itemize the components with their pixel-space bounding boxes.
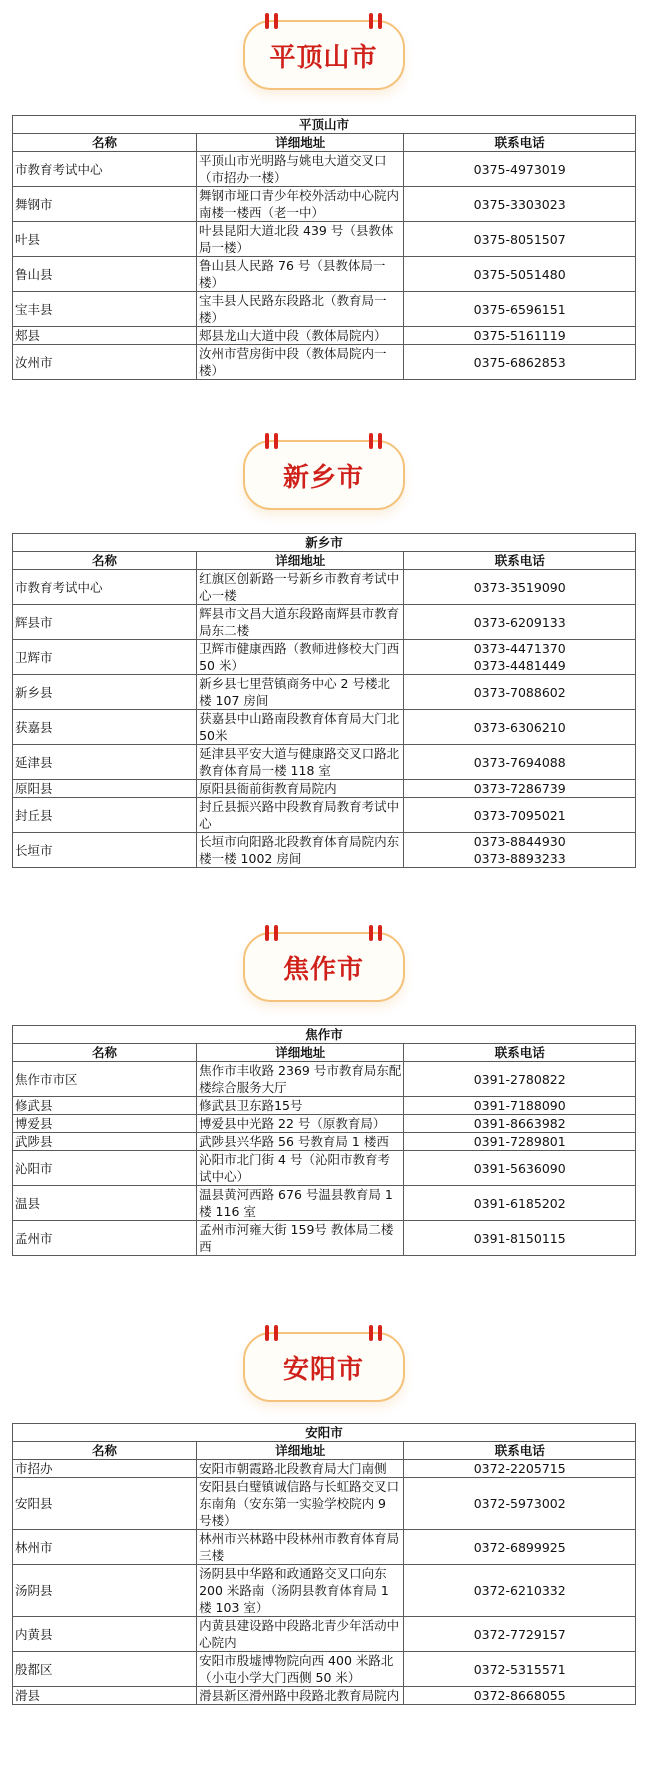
office-address: 孟州市河雍大街 159号 教体局二楼西: [197, 1221, 404, 1256]
office-name: 宝丰县: [13, 292, 197, 327]
phone-number: 0372-6210332: [473, 1583, 566, 1598]
city-banner: [243, 932, 405, 1002]
table-header-row: [13, 1044, 636, 1062]
table-row: [13, 1565, 636, 1617]
binder-ring-icon: [265, 1325, 279, 1341]
phone-number: 0372-8668055: [473, 1688, 566, 1703]
table-row: [13, 1652, 636, 1687]
contact-table: [12, 115, 636, 380]
office-address: 温县黄河西路 676 号温县教育局 1 楼 116 室: [197, 1186, 404, 1221]
office-address: 红旗区创新路一号新乡市教育考试中心一楼: [197, 570, 404, 605]
office-name: 舞钢市: [13, 187, 197, 222]
office-phone: [404, 292, 636, 327]
table-caption: 安阳市: [13, 1424, 636, 1442]
office-address: 卫辉市健康西路（教师进修校大门西 50 米）: [197, 640, 404, 675]
table-row: [13, 1478, 636, 1530]
office-name: 市教育考试中心: [13, 152, 197, 187]
office-name: 焦作市市区: [13, 1062, 197, 1097]
phone-number: 0373-6209133: [473, 614, 566, 630]
office-address: 郏县龙山大道中段（教体局院内）: [197, 327, 404, 345]
office-name: 获嘉县: [13, 710, 197, 745]
office-address: 安阳市殷墟博物院向西 400 米路北（小屯小学大门西侧 50 米）: [197, 1652, 404, 1687]
office-phone: [404, 570, 636, 605]
office-phone: [404, 257, 636, 292]
table-caption-row: [13, 1026, 636, 1044]
office-name: 汤阴县: [13, 1565, 197, 1617]
office-address: 辉县市文昌大道东段路南辉县市教育局东二楼: [197, 605, 404, 640]
city-banner: [243, 440, 405, 510]
table-row: [13, 152, 636, 187]
office-address: 叶县昆阳大道北段 439 号（县教体局一楼）: [197, 222, 404, 257]
office-name: 林州市: [13, 1530, 197, 1565]
phone-number: 0375-5161119: [473, 328, 566, 343]
contact-table: [12, 533, 636, 868]
office-name: 叶县: [13, 222, 197, 257]
city-title: 焦作市: [282, 954, 364, 985]
phone-number: 0372-6899925: [473, 1539, 566, 1555]
office-address: 博爱县中光路 22 号（原教育局）: [197, 1115, 404, 1133]
office-phone: [404, 640, 636, 675]
office-phone: [404, 1097, 636, 1115]
table-header-row: [13, 1442, 636, 1460]
office-phone: [404, 1460, 636, 1478]
office-phone: [404, 152, 636, 187]
office-address: 延津县平安大道与健康路交叉口路北教育体育局一楼 118 室: [197, 745, 404, 780]
binder-ring-icon: [369, 925, 383, 941]
office-name: 卫辉市: [13, 640, 197, 675]
office-phone: [404, 1115, 636, 1133]
office-phone: [404, 710, 636, 745]
office-name: 封丘县: [13, 798, 197, 833]
office-name: 市招办: [13, 1460, 197, 1478]
phone-number: 0373-6306210: [473, 719, 566, 735]
office-address: 宝丰县人民路东段路北（教育局一楼）: [197, 292, 404, 327]
phone-number: 0375-6862853: [473, 354, 566, 370]
phone-number: 0375-5051480: [473, 266, 566, 282]
office-address: 滑县新区滑州路中段路北教育局院内: [197, 1687, 404, 1705]
column-header-address: 详细地址: [197, 552, 404, 570]
table-caption: 焦作市: [13, 1026, 636, 1044]
phone-number: 0373-4471370: [473, 641, 566, 656]
table-header-row: [13, 134, 636, 152]
office-phone: [404, 833, 636, 868]
table-row: [13, 605, 636, 640]
office-address: 沁阳市北门街 4 号（沁阳市教育考试中心）: [197, 1151, 404, 1186]
office-name: 沁阳市: [13, 1151, 197, 1186]
table-header-row: [13, 552, 636, 570]
office-address: 鲁山县人民路 76 号（县教体局一楼）: [197, 257, 404, 292]
table-row: [13, 1115, 636, 1133]
office-phone: [404, 675, 636, 710]
office-address: 安阳县白璧镇诚信路与长虹路交叉口东南角（安东第一实验学校院内 9 号楼）: [197, 1478, 404, 1530]
table-row: [13, 1186, 636, 1221]
office-address: 汝州市营房街中段（教体局院内一楼）: [197, 345, 404, 380]
column-header-address: 详细地址: [197, 1442, 404, 1460]
phone-number: 0391-8663982: [473, 1116, 566, 1131]
office-address: 长垣市向阳路北段教育体育局院内东楼一楼 1002 房间: [197, 833, 404, 868]
office-name: 修武县: [13, 1097, 197, 1115]
table-row: [13, 798, 636, 833]
phone-number: 0375-6596151: [473, 301, 566, 317]
phone-number: 0375-3303023: [473, 196, 566, 212]
office-address: 林州市兴林路中段林州市教育体育局三楼: [197, 1530, 404, 1565]
table-row: [13, 710, 636, 745]
office-address: 内黄县建设路中段路北青少年活动中心院内: [197, 1617, 404, 1652]
binder-ring-icon: [369, 1325, 383, 1341]
office-name: 延津县: [13, 745, 197, 780]
phone-number: 0373-8844930: [473, 834, 566, 849]
office-name: 汝州市: [13, 345, 197, 380]
office-name: 滑县: [13, 1687, 197, 1705]
office-name: 郏县: [13, 327, 197, 345]
office-name: 辉县市: [13, 605, 197, 640]
office-phone: [404, 605, 636, 640]
table-row: [13, 187, 636, 222]
office-name: 武陟县: [13, 1133, 197, 1151]
table-row: [13, 780, 636, 798]
city-banner: [243, 20, 405, 90]
column-header-phone: 联系电话: [404, 552, 636, 570]
table-caption-row: [13, 534, 636, 552]
phone-number: 0391-8150115: [473, 1230, 566, 1246]
phone-number: 0373-7088602: [473, 684, 566, 700]
office-name: 原阳县: [13, 780, 197, 798]
phone-number: 0391-6185202: [473, 1195, 566, 1211]
binder-ring-icon: [369, 433, 383, 449]
column-header-address: 详细地址: [197, 134, 404, 152]
table-row: [13, 1221, 636, 1256]
office-phone: [404, 1062, 636, 1097]
office-address: 汤阴县中华路和政通路交叉口向东 200 米路南（汤阴县教育体育局 1 楼 103 室）: [197, 1565, 404, 1617]
table-row: [13, 222, 636, 257]
table-row: [13, 1687, 636, 1705]
table-row: [13, 257, 636, 292]
phone-number: 0373-3519090: [473, 579, 566, 595]
office-address: 焦作市丰收路 2369 号市教育局东配楼综合服务大厅: [197, 1062, 404, 1097]
office-phone: [404, 187, 636, 222]
office-phone: [404, 1687, 636, 1705]
table-row: [13, 640, 636, 675]
office-phone: [404, 345, 636, 380]
office-address: 新乡县七里营镇商务中心 2 号楼北楼 107 房间: [197, 675, 404, 710]
table-row: [13, 1617, 636, 1652]
phone-number: 0372-7729157: [473, 1626, 566, 1642]
office-phone: [404, 1151, 636, 1186]
office-address: 舞钢市垭口青少年校外活动中心院内南楼一楼西（老一中）: [197, 187, 404, 222]
city-title: 新乡市: [282, 462, 364, 493]
column-header-address: 详细地址: [197, 1044, 404, 1062]
binder-ring-icon: [265, 925, 279, 941]
phone-number: 0373-8893233: [473, 851, 566, 866]
office-phone: [404, 745, 636, 780]
phone-number: 0391-2780822: [473, 1071, 566, 1087]
table-row: [13, 1460, 636, 1478]
table-row: [13, 1151, 636, 1186]
office-name: 新乡县: [13, 675, 197, 710]
phone-number: 0375-8051507: [473, 231, 566, 247]
phone-number: 0373-7694088: [473, 754, 566, 770]
column-header-name: 名称: [13, 134, 197, 152]
binder-ring-icon: [265, 13, 279, 29]
phone-number: 0391-5636090: [473, 1160, 566, 1176]
table-row: [13, 1530, 636, 1565]
contact-table: [12, 1423, 636, 1705]
contact-table: [12, 1025, 636, 1256]
city-title: 安阳市: [282, 1354, 364, 1385]
office-name: 内黄县: [13, 1617, 197, 1652]
office-address: 安阳市朝霞路北段教育局大门南侧: [197, 1460, 404, 1478]
table-row: [13, 1097, 636, 1115]
office-address: 获嘉县中山路南段教育体育局大门北50米: [197, 710, 404, 745]
phone-number: 0373-7095021: [473, 807, 566, 823]
table-caption-row: [13, 1424, 636, 1442]
office-phone: [404, 780, 636, 798]
phone-number: 0372-5973002: [473, 1496, 566, 1511]
office-phone: [404, 327, 636, 345]
table-row: [13, 1133, 636, 1151]
office-name: 孟州市: [13, 1221, 197, 1256]
table-row: [13, 292, 636, 327]
office-phone: [404, 222, 636, 257]
table-row: [13, 570, 636, 605]
office-name: 长垣市: [13, 833, 197, 868]
table-row: [13, 1062, 636, 1097]
office-name: 博爱县: [13, 1115, 197, 1133]
office-phone: [404, 1652, 636, 1687]
table-caption-row: [13, 116, 636, 134]
table-row: [13, 345, 636, 380]
office-phone: [404, 1133, 636, 1151]
phone-number: 0391-7188090: [473, 1098, 566, 1113]
table-row: [13, 745, 636, 780]
table-row: [13, 833, 636, 868]
binder-ring-icon: [369, 13, 383, 29]
table-caption: 平顶山市: [13, 116, 636, 134]
column-header-phone: 联系电话: [404, 1044, 636, 1062]
office-phone: [404, 1478, 636, 1530]
phone-number: 0373-4481449: [473, 658, 566, 673]
office-address: 原阳县衙前街教育局院内: [197, 780, 404, 798]
office-phone: [404, 1530, 636, 1565]
office-address: 修武县卫东路15号: [197, 1097, 404, 1115]
phone-number: 0372-5315571: [473, 1661, 566, 1677]
office-name: 鲁山县: [13, 257, 197, 292]
column-header-name: 名称: [13, 1044, 197, 1062]
phone-number: 0391-7289801: [473, 1134, 566, 1149]
phone-number: 0373-7286739: [473, 781, 566, 796]
office-name: 温县: [13, 1186, 197, 1221]
column-header-name: 名称: [13, 552, 197, 570]
office-name: 市教育考试中心: [13, 570, 197, 605]
office-phone: [404, 1221, 636, 1256]
table-row: [13, 327, 636, 345]
office-address: 封丘县振兴路中段教育局教育考试中心: [197, 798, 404, 833]
office-phone: [404, 1565, 636, 1617]
office-phone: [404, 1617, 636, 1652]
office-address: 武陟县兴华路 56 号教育局 1 楼西: [197, 1133, 404, 1151]
table-row: [13, 675, 636, 710]
city-title: 平顶山市: [269, 42, 378, 73]
column-header-phone: 联系电话: [404, 1442, 636, 1460]
office-address: 平顶山市光明路与姚电大道交叉口（市招办一楼）: [197, 152, 404, 187]
column-header-phone: 联系电话: [404, 134, 636, 152]
binder-ring-icon: [265, 433, 279, 449]
office-name: 殷都区: [13, 1652, 197, 1687]
table-caption: 新乡市: [13, 534, 636, 552]
phone-number: 0375-4973019: [473, 161, 566, 177]
city-banner: [243, 1332, 405, 1402]
office-name: 安阳县: [13, 1478, 197, 1530]
phone-number: 0372-2205715: [473, 1461, 566, 1476]
office-phone: [404, 798, 636, 833]
office-phone: [404, 1186, 636, 1221]
column-header-name: 名称: [13, 1442, 197, 1460]
